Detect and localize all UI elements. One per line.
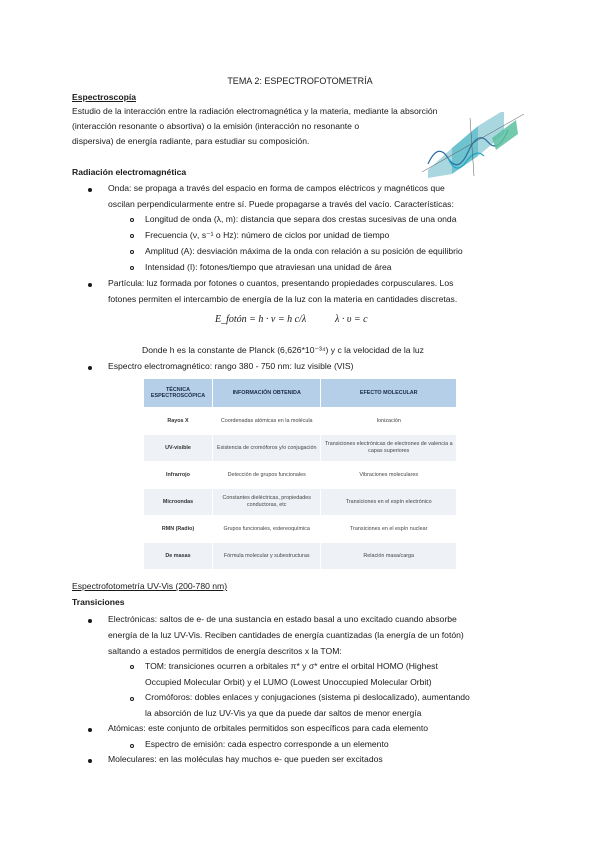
table-header: INFORMACIÓN OBTENIDA	[213, 379, 321, 408]
table-cell: Ionización	[321, 408, 457, 435]
formula-lambda: λ · υ = c	[335, 314, 368, 325]
circle-bullet-icon	[130, 665, 134, 669]
table-cell: Relación masa/carga	[321, 543, 457, 570]
wave-illustration	[418, 112, 530, 178]
tom-line-2: Occupied Molecular Orbit) y el LUMO (Lowest Unoccupied Molecular Orbit)	[145, 677, 432, 687]
cromoforos-line-1: Cromóforos: dobles enlaces y conjugaciones (sistema pi deslocalizado), aumentando	[145, 692, 470, 702]
heading-uvvis: Espectrofotometría UV-Vis (200-780 nm)	[72, 581, 228, 591]
onda-item-3: Amplitud (A): desviación máxima de la onda con relación a su posición de equilibrio	[145, 246, 463, 256]
electronicas-line-2: energía de la luz UV-Vis. Reciben cantidades de energía cuantizadas (la energía de un fotón)	[108, 630, 464, 640]
espectroscopia-line-2: (interacción resonante o absortiva) o la emisión (interacción no resonante o	[72, 121, 360, 131]
table-row	[144, 462, 457, 489]
onda-item-2: Frecuencia (ν, s⁻¹ o Hz): número de ciclos por unidad de tiempo	[145, 230, 390, 240]
table-cell: Grupos funcionales, estereoquímica	[213, 516, 321, 543]
table-cell: De masas	[144, 543, 213, 570]
table-cell: UV-visible	[144, 435, 213, 462]
onda-item-4: Intensidad (I): fotones/tiempo que atraviesan una unidad de área	[145, 262, 392, 272]
table-cell: Vibraciones moleculares	[321, 462, 457, 489]
circle-bullet-icon	[130, 697, 134, 701]
table-cell: Transiciones en el espín nuclear	[321, 516, 457, 543]
table-cell: Infrarrojo	[144, 462, 213, 489]
heading-transiciones: Transiciones	[72, 597, 125, 607]
circle-bullet-icon	[130, 744, 134, 748]
bullet-icon	[88, 283, 92, 287]
table-cell: Constantes dieléctricas, propiedades conductoras, etc	[213, 489, 321, 516]
table-cell: Fórmula molecular y subestructuras	[213, 543, 321, 570]
table-cell: Detección de grupos funcionales	[213, 462, 321, 489]
atomicas-text: Atómicas: este conjunto de orbitales permitidos son específicos para cada elemento	[108, 723, 429, 733]
table-cell: Existencia de cromóforos y/o conjugación	[213, 435, 321, 462]
moleculares-text: Moleculares: en las moléculas hay muchos e- que pueden ser excitados	[108, 754, 383, 764]
espectroscopia-line-3: dispersiva) de energía radiante, para estudiar su composición.	[72, 136, 310, 146]
table-cell: Coordenadas atómicas en la molécula	[213, 408, 321, 435]
bullet-icon	[88, 728, 92, 732]
circle-bullet-icon	[130, 250, 134, 254]
onda-line-2: oscilan perpendicularmente entre sí. Puede propagarse a través del vacío. Características:	[108, 199, 454, 209]
onda-line-1: Onda: se propaga a través del espacio en forma de campos eléctricos y magnéticos que	[108, 183, 445, 193]
bullet-icon	[88, 759, 92, 763]
particula-line-2: fotones permiten el intercambio de energía de la luz con la materia en cantidades discretas.	[108, 294, 458, 304]
circle-bullet-icon	[130, 266, 134, 270]
electronicas-line-1: Electrónicas: saltos de e- de una sustancia en estado basal a uno excitado cuando absorbe	[108, 614, 457, 624]
onda-item-1: Longitud de onda (λ, m): distancia que separa dos crestas sucesivas de una onda	[145, 214, 457, 224]
table-row	[144, 435, 457, 462]
table-row	[144, 516, 457, 543]
table-cell: Rayos X	[144, 408, 213, 435]
techniques-table	[143, 378, 457, 570]
table-row	[144, 489, 457, 516]
table-header: EFECTO MOLECULAR	[321, 379, 457, 408]
heading-radiacion: Radiación electromagnética	[72, 167, 187, 177]
electronicas-line-3: saltando a estados permitidos de energía descritos x la TOM:	[108, 646, 342, 656]
espectroscopia-line-1: Estudio de la interacción entre la radiación electromagnética y la materia, mediante la absorción	[72, 106, 438, 116]
heading-espectroscopia: Espectroscopía	[72, 92, 136, 102]
bullet-icon	[88, 366, 92, 370]
table-cell: Transiciones en el espín electrónico	[321, 489, 457, 516]
circle-bullet-icon	[130, 234, 134, 238]
formula-energia-foton: E_fotón = h · ν = h c/λ	[215, 314, 307, 325]
bullet-icon	[88, 619, 92, 623]
planck-text: Donde h es la constante de Planck (6,626*10⁻³⁴) y c la velocidad de la luz	[142, 345, 424, 355]
table-cell: Transiciones electrónicas de electrones de valencia a capas superiores	[321, 435, 457, 462]
table-row	[144, 408, 457, 435]
bullet-icon	[88, 188, 92, 192]
table-cell: Microondas	[144, 489, 213, 516]
table-header: TÉCNICA ESPECTROSCÓPICA	[144, 379, 213, 408]
page-title: TEMA 2: ESPECTROFOTOMETRÍA	[227, 76, 373, 86]
espectro-text: Espectro electromagnético: rango 380 - 750 nm: luz visible (VIS)	[108, 361, 354, 371]
circle-bullet-icon	[130, 218, 134, 222]
table-cell: RMN (Radio)	[144, 516, 213, 543]
emision-text: Espectro de emisión: cada espectro corresponde a un elemento	[145, 739, 389, 749]
cromoforos-line-2: la absorción de luz UV-Vis ya que da puede dar saltos de menor energía	[145, 708, 422, 718]
table-row	[144, 543, 457, 570]
tom-line-1: TOM: transiciones ocurren a orbitales π* y σ* entre el orbital HOMO (Highest	[145, 661, 438, 671]
particula-line-1: Partícula: luz formada por fotones o cuantos, presentando propiedades corpusculares. Los	[108, 278, 454, 288]
